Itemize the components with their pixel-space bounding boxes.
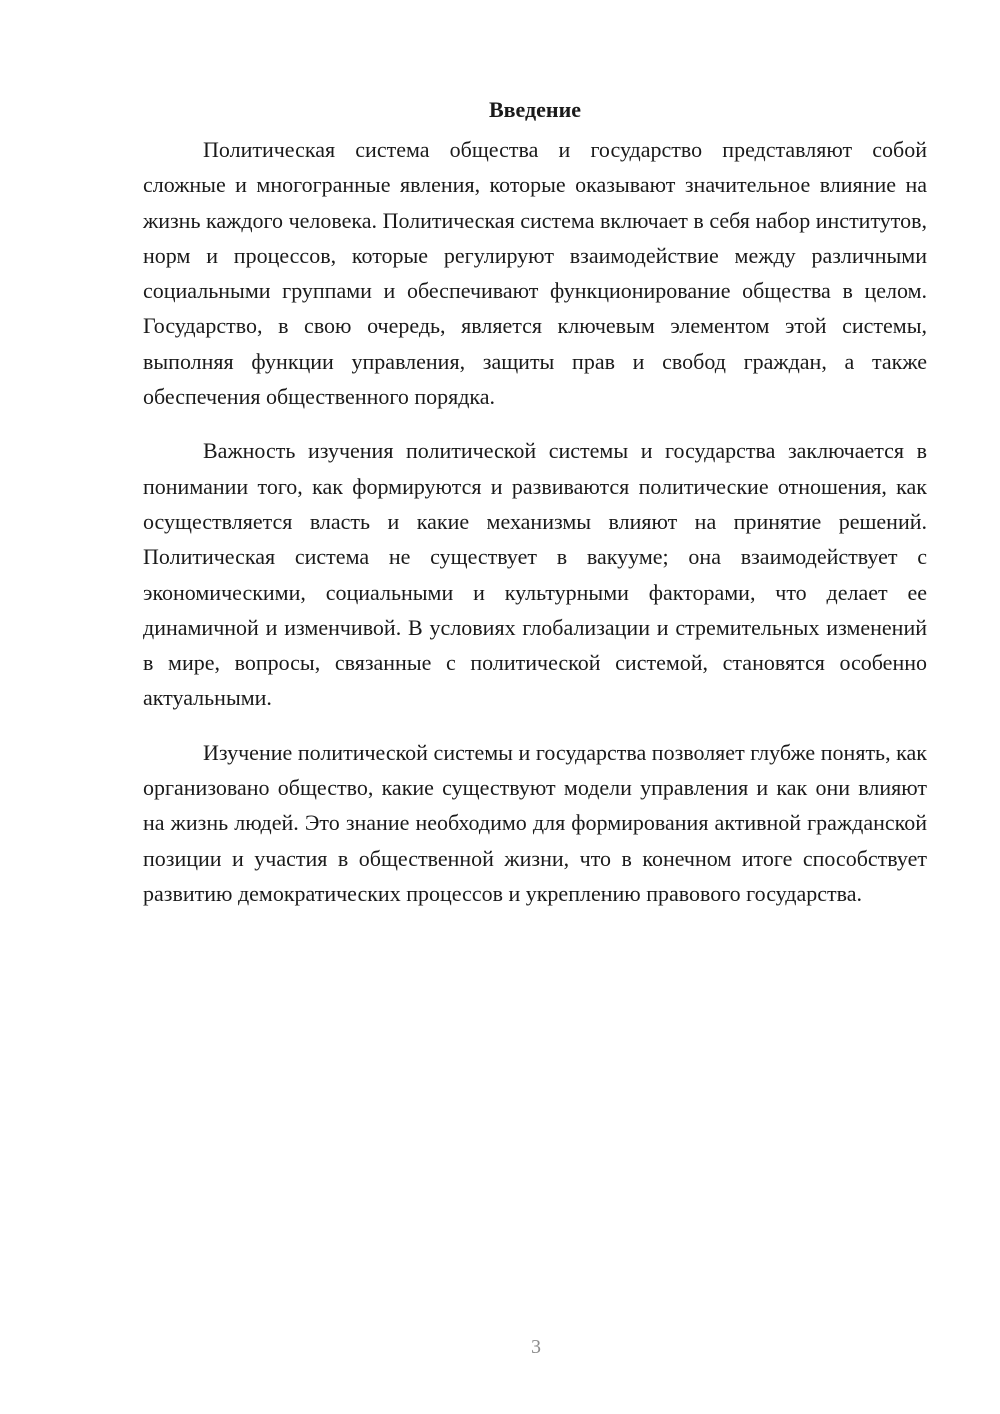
- page-content: [143, 92, 927, 930]
- paragraph-2: Важность изучения политической системы и государства заключается в понимании того, как формируются и развиваются политические отношения, как осуществляется власть и какие механизмы влияют на принятие решений. Политическая система не существует в вакууме; она взаимодействует с экономическими, социальными и культурными факторами, что делает ее динамичной и изменчивой. В условиях глобализации и стремительных изменений в мире, вопросы, связанные с политической системой, становятся особенно актуальными.: [143, 438, 927, 711]
- paragraph-3: Изучение политической системы и государства позволяет глубже понять, как организовано общество, какие существуют модели управления и как они влияют на жизнь людей. Это знание необходимо для формирования активной гражданской позиции и участия в общественной жизни, что в конечном итоге способствует развитию демократических процессов и укреплению правового государства.: [143, 739, 927, 906]
- section-title: Введение: [488, 97, 582, 122]
- paragraph-1: Политическая система общества и государство представляют собой сложные и многогранные явления, которые оказывают значительное влияние на жизнь каждого человека. Политическая система включает в себя набор институтов, норм и процессов, которые регулируют взаимодействие между различными социальными группами и обеспечивают функционирование общества в целом. Государство, в свою очередь, является ключевым элементом этой системы, выполняя функции управления, защиты прав и свобод граждан, а также обеспечения общественного порядка.: [143, 137, 927, 410]
- page-number: 3: [531, 1336, 541, 1358]
